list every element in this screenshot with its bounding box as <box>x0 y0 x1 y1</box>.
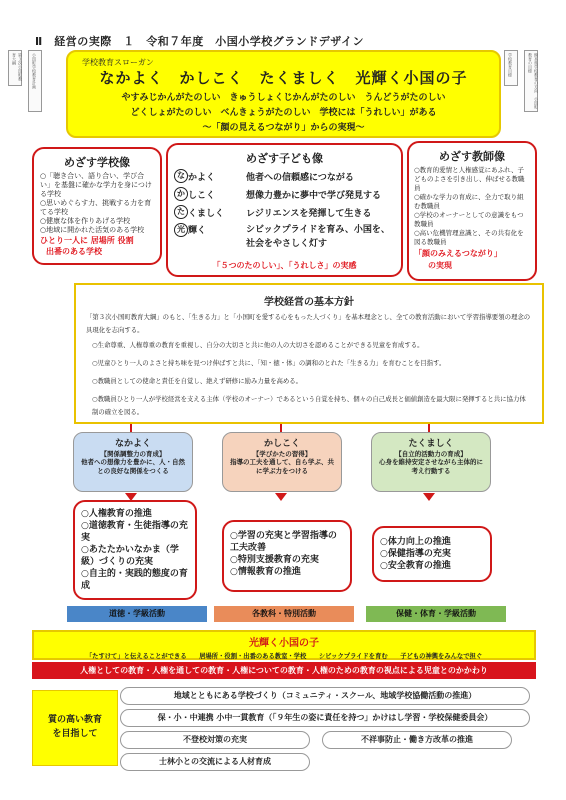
initiative-pill: 地域とともにある学校づくり（コミュニティ・スクール、地域学校協働活動の推進） <box>120 687 530 705</box>
school-vision-item: ○「聴き合い、語り合い、学び合い」を基盤に確かな学力を身につける学校 <box>40 172 152 198</box>
quality-label: 質の高い教育 <box>47 715 102 725</box>
pillar-item: ○安全教育の推進 <box>380 561 451 571</box>
pillar-desc: 指導の工夫を通して、自ら学ぶ、共に学ぶ力をつける <box>230 458 334 475</box>
slogan-main: なかよく かしこく たくましく 光輝く小国の子 <box>99 69 468 87</box>
child-vision-footer: 「５つのたのしい」、「うれしさ」の実感 <box>212 261 357 270</box>
side-note-text: 学校教育目標 <box>508 53 513 77</box>
child-vision-word: かよく <box>188 172 216 183</box>
activity-band-health: 保健・体育・学級活動 <box>366 606 506 622</box>
initiative-pill: 不祥事防止・働き方改革の推進 <box>322 731 512 749</box>
pillar-item: ○情報教育の推進 <box>230 567 301 577</box>
child-vision-word: 輝く <box>188 226 207 236</box>
child-vision-word: しこく <box>188 190 216 201</box>
pillar-item: ○体力向上の推進 <box>380 537 451 547</box>
side-note-left-inner <box>28 50 42 112</box>
policy-item: ○生命尊重、人権尊重の教育を重視し、自分の大切さと共に他の人の大切さを認めることができる児童を育成する。 <box>92 341 424 349</box>
child-vision-desc: 他者への信頼感につながる <box>246 172 354 183</box>
school-vision-item: ○健康な体を作りあげる学校 <box>40 217 131 225</box>
shining-child-banner <box>32 630 536 660</box>
pillar-item: ○学習の充実と学習指導の工夫改善 <box>230 531 337 553</box>
pillar-name: なかよく <box>114 439 151 449</box>
side-note-text: 小国町学校教育計画 <box>32 53 37 89</box>
pillar-desc: 心身を維持安定させながら主体的に考え行動する <box>379 458 483 475</box>
pillar-item: ○保健指導の充実 <box>380 549 451 559</box>
teacher-vision-highlight: 「顔のみえるつながり」 <box>414 249 502 258</box>
connector-line <box>130 424 132 432</box>
pillar-item: ○自主的・実践的態度の育成 <box>81 569 188 591</box>
policy-item: ○教職員ひとり一人が学校経営を支える主体（学校のオーナー）であるという自覚を持ち、個々の自己成長と価値創造を最大限に発揮すると共に協力体制の確立を図る。 <box>92 395 526 416</box>
circled-mark: か <box>174 187 188 201</box>
school-vision-item: ○地域に開かれた活気のある学校 <box>40 226 145 234</box>
pillar-name: たくましく <box>408 439 454 449</box>
teacher-vision-list <box>409 164 535 273</box>
school-vision-highlight: 出番のある学校 <box>46 247 102 256</box>
teacher-vision-box <box>407 141 537 281</box>
side-note-right-inner <box>504 50 518 86</box>
side-note-text: 熊本県学校教育の方向 小国町教育の目標 <box>528 53 539 109</box>
circled-mark: 光 <box>174 223 188 237</box>
slogan-line-3: ～「顔の見えるつながり」からの実現～ <box>202 123 365 133</box>
child-vision-title: めざす子ども像 <box>246 152 323 165</box>
child-vision-word: くましく <box>188 208 225 219</box>
child-vision-row <box>174 185 399 203</box>
school-vision-list <box>34 170 160 259</box>
pillar-kashikoku-head <box>222 432 342 492</box>
policy-box <box>74 283 544 424</box>
pillar-takumashiku-list <box>372 526 492 582</box>
arrow-down-icon <box>275 493 287 501</box>
connector-line <box>280 424 282 432</box>
circled-mark: な <box>174 169 188 183</box>
pillar-takumashiku-head <box>371 432 491 492</box>
activity-band-subjects: 各教科・特別活動 <box>214 606 354 622</box>
initiative-pill: 不登校対策の充実 <box>120 731 310 749</box>
shining-child-line: 「たすけて」と伝えることができる 居場所・役割・出番のある教室・学校 シビックプライドを育む 子どもの神輿をみんなで担ぐ <box>85 653 483 660</box>
child-vision-box <box>166 143 403 277</box>
teacher-vision-highlight: の実現 <box>428 261 452 270</box>
child-vision-rows <box>174 167 399 257</box>
teacher-vision-title: めざす教師像 <box>439 150 505 163</box>
pillar-nakayoku-head <box>73 432 193 492</box>
policy-item: ○教職員としての使命と責任を自覚し、絶えず研修に励み力量を高める。 <box>92 377 303 385</box>
child-vision-desc: 想像力豊かに夢中で学び発見する <box>246 190 382 201</box>
side-note-right-outer <box>524 50 538 112</box>
pillar-nakayoku-list <box>73 500 197 600</box>
initiative-pill: 保・小・中連携 小中一貫教育（「９年生の姿に責任を持つ」かけはし学習・学校保健委員会） <box>120 709 530 727</box>
activity-band-moral: 道徳・学級活動 <box>67 606 207 622</box>
quality-education-box <box>32 690 118 766</box>
slogan-label: 学校教育スローガン <box>82 58 154 67</box>
child-vision-row <box>174 203 399 221</box>
slogan-line-1: やすみじかんがたのしい きゅうしょくじかんがたのしい うんどうがたのしい <box>121 93 446 103</box>
pillar-sub: 【学びかたの習得】 <box>252 450 312 458</box>
pillar-item: ○あたたかいなかま（学級）づくりの充実 <box>81 545 179 567</box>
pillar-sub: 【関係調整力の育成】 <box>100 450 166 458</box>
side-note-left-outer <box>8 50 22 86</box>
school-vision-title: めざす学校像 <box>64 156 130 169</box>
child-vision-row <box>174 221 399 257</box>
pillar-sub: 【自立的活動力の育成】 <box>395 450 467 458</box>
slogan-line-2: どくしょがたのしい べんきょうがたのしい 学校には「うれしい」がある <box>130 108 437 118</box>
pillar-kashikoku-list <box>222 520 352 592</box>
side-note-text: 第３次小国町教育大綱 <box>12 53 23 81</box>
page-title: Ⅱ 経営の実際 １ 令和７年度 小国小学校グランドデザイン <box>35 35 364 48</box>
teacher-vision-item: ○確かな学力の育成に、全力で取り組む教職員 <box>414 193 524 210</box>
quality-label: を目指して <box>52 729 98 739</box>
policy-title: 学校経営の基本方針 <box>264 297 354 308</box>
school-vision-highlight: ひとり一人に 居場所 役割 <box>40 236 134 245</box>
pillar-desc: 他者への想像力を豊かに、人・自然との良好な関係をつくる <box>81 458 185 475</box>
pillar-item: ○人権教育の推進 <box>81 509 152 519</box>
policy-intro: 「第３次小国町教育大綱」のもと、「生きる力」と「小国町を愛する心をもった人づくり」を基本理念とし、全ての教育活動において学習指導要領の理念の具現化を志向する。 <box>86 313 531 334</box>
child-vision-desc: シビックプライドを育み、小国を、社会をやさしく灯す <box>246 225 390 249</box>
shining-child-title: 光輝く小国の子 <box>249 638 319 649</box>
child-vision-desc: レジリエンスを発揮して生きる <box>246 208 372 219</box>
school-vision-item: ○思いめぐらす力、挑戦する力を育てる学校 <box>40 199 152 216</box>
human-rights-band: 人権としての教育・人権を通しての教育・人権についての教育・人権のための教育の視点による児童とのかかわり <box>32 662 536 679</box>
teacher-vision-item: ○教育的愛情と人権感覚にあふれ、子どものよさを引き出し、伸ばせる教職員 <box>414 166 525 192</box>
initiative-pill: 士林小との交流による人材育成 <box>120 753 310 771</box>
pillar-name: かしこく <box>263 439 300 449</box>
connector-line <box>428 424 430 432</box>
pillar-item: ○特別支援教育の充実 <box>230 555 319 565</box>
pillar-item: ○道徳教育・生徒指導の充実 <box>81 521 188 543</box>
teacher-vision-item: ○学校のオーナーとしての意識をもつ教職員 <box>414 211 524 228</box>
arrow-down-icon <box>423 493 435 501</box>
school-vision-box <box>32 147 162 265</box>
child-vision-row <box>174 167 399 185</box>
policy-item: ○児童ひとり一人のよさと持ち味を見つけ伸ばすと共に、「知・徳・体」の調和のとれた「生きる力」を育むことを目指す。 <box>92 359 446 367</box>
teacher-vision-item: ○高い危機管理意識と、その共有化を図る教職員 <box>414 229 524 246</box>
slogan-box <box>66 50 501 138</box>
circled-mark: た <box>174 205 188 219</box>
